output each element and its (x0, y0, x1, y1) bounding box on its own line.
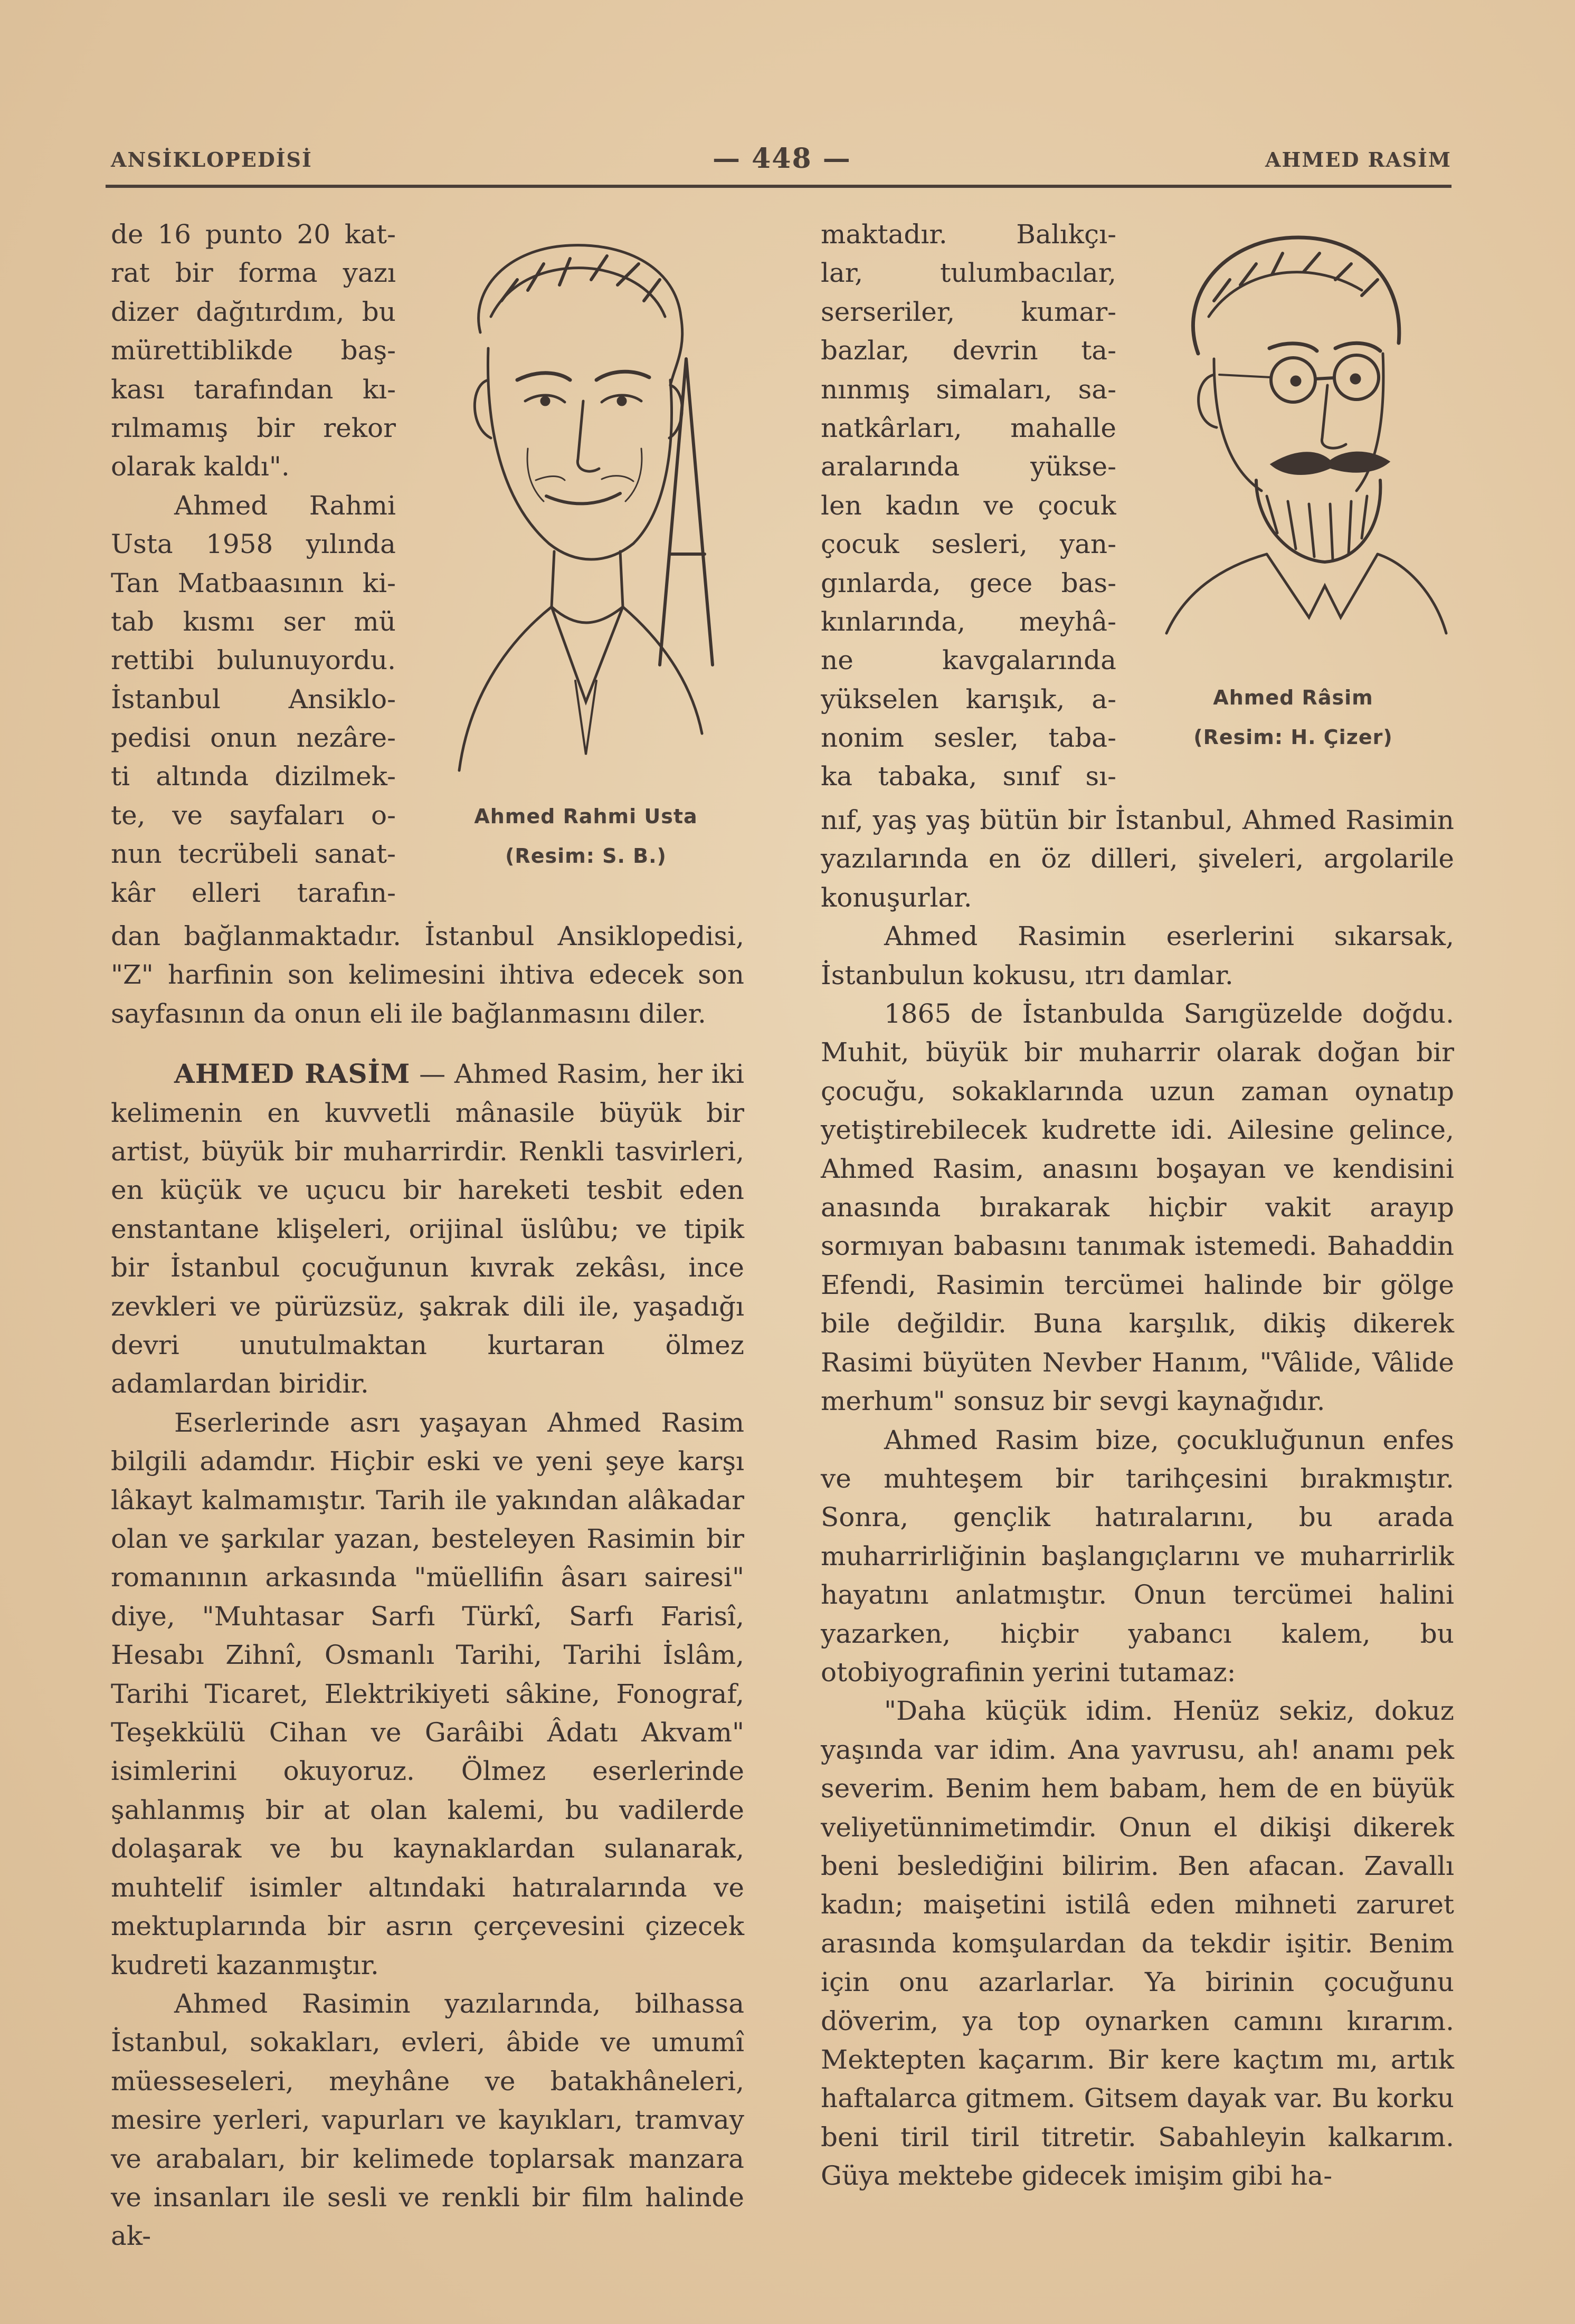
right-column-narrow (821, 215, 1116, 796)
left-column-wide (111, 917, 744, 2256)
paragraph: 1865 de İstanbulda Sarıgüzelde doğdu. Muhit, büyük bir muharrir olarak doğan bir çocuğu, sokaklarında uzun zaman oynatıp yetiştirebilecek kudrette idi. Ailesine gelince, Ahmed Rasim, anasını boşayan ve kendisini anasında bırakarak hiçbir vakit arayıp sormıyan babasını tanımak istemedi. Bahaddin Efendi, Rasimin tercümei halinde bir gölge bile değildir. Buna karşılık, dikiş dikerek Rasimi büyüten Nevber Hanım, "Vâlide, Vâlide merhum" sonsuz bir sevgi kaynağıdır. (821, 998, 1454, 1417)
text-line: serseriler, kumar- (821, 296, 1116, 327)
text-line: Ahmed Rahmi (174, 490, 396, 521)
text-line: natkârları, mahalle (821, 412, 1116, 443)
text-line: Usta 1958 yılında (111, 529, 396, 560)
text-line: Tan Matbaasının ki- (111, 567, 396, 598)
caption-left-credit: (Resim: S. B.) (505, 844, 667, 868)
text-line: çocuk sesleri, yan- (821, 529, 1116, 560)
paragraph: Ahmed Rasimin eserlerini sıkarsak, İstanbulun kokusu, ıtrı damlar. (821, 921, 1454, 990)
entry-paragraph (111, 1054, 744, 1404)
text-line: nınmış simaları, sa- (821, 374, 1116, 405)
text-line: ne kavgalarında (821, 645, 1116, 676)
text-line: nonim sesler, taba- (821, 722, 1116, 754)
text-line: kâr elleri tarafın- (111, 877, 396, 908)
text-line: kası tarafından kı- (111, 374, 396, 405)
running-header (111, 142, 1451, 174)
text-line: gınlarda, gece bas- (821, 567, 1116, 598)
quote-paragraph: "Daha küçük idim. Henüz sekiz, dokuz yaşında var idim. Ana yavrusu, ah! anamı pek severim. Benim hem babam, hem de en büyük veliyetünnimetimdir. Onun el dikişi dikerek beni beslediğini bilirim. Ben afacan. Zavallı kadın; maişetini istilâ eden mihneti zaruret arasında komşulardan da tekdir işitir. Benim için onu azarlarlar. Ya birinin çocuğunu döverim, ya top oynarken camını kırarım. Mektepten kaçarım. Bir kere kaçtım mı, artık haftalarca gitmem. Gitsem dayak var. Bu korku beni tiril tiril titretir. Sabahleyin kalkarım. Güya mektebe gidecek imişim gibi ha- (821, 1696, 1454, 2192)
entry-title: AHMED RASİM (174, 1058, 411, 1090)
text-line: yükselen karışık, a- (821, 683, 1116, 715)
text-line: rettibi bulunuyordu. (111, 645, 396, 676)
text-line: İstanbul Ansiklo- (111, 683, 396, 715)
text-line: olarak kaldı". (111, 451, 290, 482)
caption-right-name: Ahmed Râsim (1213, 686, 1373, 709)
text-line: "Z" harfinin son kelimesini ihtiva edecek son (111, 959, 744, 990)
text-line: ka tabaka, sınıf sı- (821, 761, 1116, 792)
portrait-ahmed-rahmi-usta (438, 227, 734, 786)
text-line: te, ve sayfaları o- (111, 799, 396, 831)
text-line: aralarında yükse- (821, 451, 1116, 482)
text-line: dan bağlanmaktadır. İstanbul Ansiklopedisi, (111, 921, 744, 951)
text-line: sayfasının da onun eli ile bağlanmasını diler. (111, 998, 706, 1029)
text-line: dizer dağıtırdım, bu (111, 296, 396, 327)
header-right: AHMED RASİM (1265, 148, 1451, 172)
paragraph: Ahmed Rasim bize, çocukluğunun enfes ve muhteşem bir tarihçesini bırakmıştır. Sonra, gençlik hatıralarını, bu arada muharrirliğinin başlangıçlarını ve muharrirlik hayatını anlatmıştır. Onun tercümei halini yazarken, hiçbir yabancı kalem, bu otobiyografinin yerini tutamaz: (821, 1424, 1454, 1688)
entry-intro: — Ahmed Rasim, her iki kelimenin en kuvvetli mânasile büyük bir artist, büyük bir muharrirdir. Renkli tasvirleri, en küçük ve uçucu bir hareketi tesbit eden enstantane klişeleri, orijinal üslûbu; ve tipik bir İstanbul çocuğunun kıvrak zekâsı, ince zevkleri ve pürüzsüz, şakrak dili ile, yaşadığı devri unutulmaktan kurtaran ölmez adamlardan biridir. (111, 1059, 744, 1399)
left-column-narrow (111, 215, 396, 912)
text-line: tab kısmı ser mü (111, 606, 396, 637)
text-line: nun tecrübeli sanat- (111, 839, 396, 870)
paragraph: Eserlerinde asrı yaşayan Ahmed Rasim bilgili adamdır. Hiçbir eski ve yeni şeye karşı lâkayt kalmamıştır. Tarih ile yakından alâkadar olan ve şarkılar yazan, besteleyen Rasimin bir romanının arkasında "müellifin âsarı sairesi" diye, "Muhtasar Sarfı Türkî, Sarfı Farisî, Hesabı Zihnî, Osmanlı Tarihi, Tarihi İslâm, Tarihi Ticaret, Elektrikiyeti sâkine, Fonograf, Teşekkülü Cihan ve Garâibi Âdatı Akvam" isimlerini okuyoruz. Ölmez eserlerinde şahlanmış bir at olan kalemi, bu vadilerde dolaşarak ve bu kaynaklardan sulanarak, muhtelif isimler altındaki hatıralarında ve mektuplarında bir asrın çerçevesini çizecek kudreti kazanmıştır. (111, 1407, 744, 1980)
text-line: rat bir forma yazı (111, 258, 396, 289)
paragraph: nıf, yaş yaş bütün bir İstanbul, Ahmed Rasimin yazılarında en öz dilleri, şiveleri, argolarile konuşurlar. (821, 805, 1454, 913)
header-left: ANSİKLOPEDİSİ (111, 148, 312, 172)
text-line: rılmamış bir rekor (111, 412, 396, 443)
text-line: len kadın ve çocuk (821, 490, 1116, 521)
text-line: lar, tulumbacılar, (821, 258, 1116, 289)
caption-right-credit: (Resim: H. Çizer) (1193, 726, 1393, 749)
caption-left-name: Ahmed Rahmi Usta (474, 805, 698, 828)
portrait-ahmed-rasim (1135, 216, 1451, 639)
page-number: — 448 — (713, 142, 851, 175)
text-line: bazlar, devrin ta- (821, 335, 1116, 366)
text-line: pedisi onun nezâre- (111, 722, 396, 754)
text-line: mürettiblikde baş- (111, 335, 396, 366)
header-rule (106, 185, 1451, 188)
text-line: ti altında dizilmek- (111, 761, 396, 792)
right-column-wide (821, 801, 1454, 2196)
text-line: maktadır. Balıkçı- (821, 219, 1116, 250)
text-line: de 16 punto 20 kat- (111, 219, 396, 250)
text-line: kınlarında, meyhâ- (821, 606, 1116, 637)
paragraph: Ahmed Rasimin yazılarında, bilhassa İstanbul, sokakları, evleri, âbide ve umumî müesseseleri, meyhâne ve batakhâneleri, mesire yerleri, vapurları ve kayıkları, tramvay ve arabaları, bir kelimede toplarsak manzara ve insanları ile sesli ve renkli bir film halinde ak- (111, 1988, 744, 2252)
